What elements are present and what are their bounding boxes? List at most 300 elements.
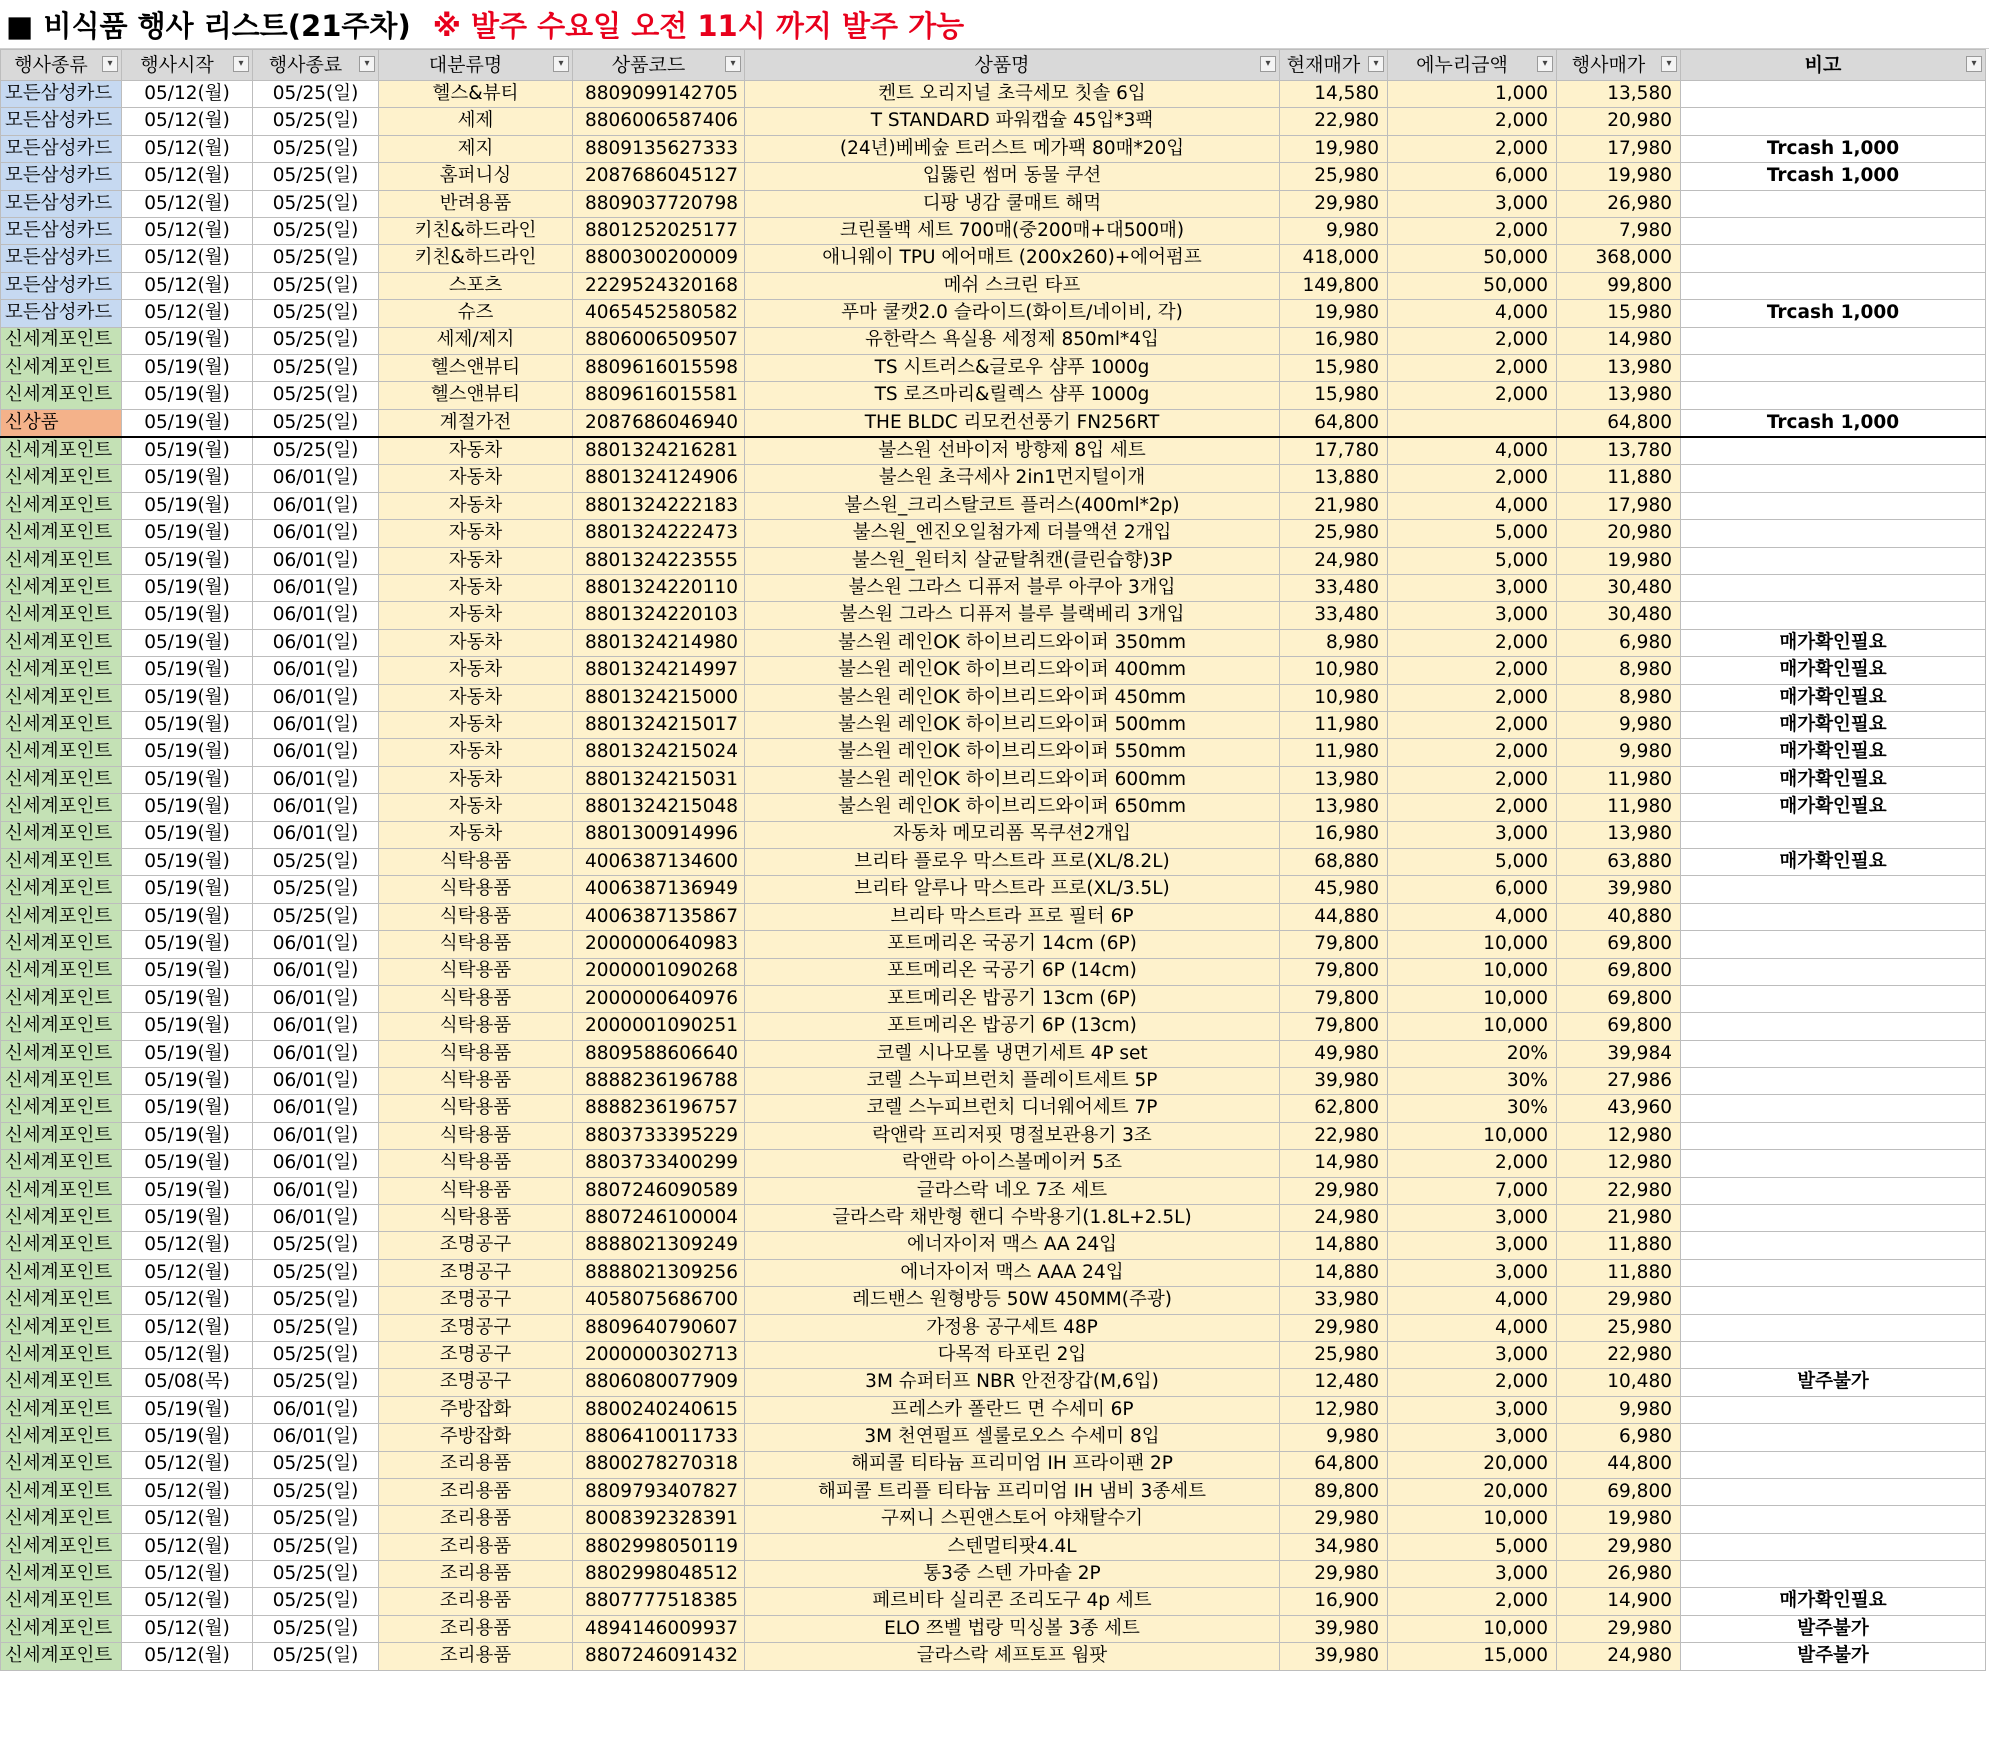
remark-cell[interactable] xyxy=(1681,245,1986,272)
dropdown-filter-icon[interactable]: ▾ xyxy=(553,56,569,72)
category-cell[interactable]: 조리용품 xyxy=(379,1533,573,1560)
discount-cell[interactable]: 50,000 xyxy=(1388,245,1557,272)
discount-cell[interactable]: 4,000 xyxy=(1388,437,1557,465)
current-price-cell[interactable]: 9,980 xyxy=(1280,1424,1388,1451)
category-cell[interactable]: 식탁용품 xyxy=(379,876,573,903)
category-cell[interactable]: 식탁용품 xyxy=(379,848,573,875)
current-price-cell[interactable]: 13,980 xyxy=(1280,766,1388,793)
category-cell[interactable]: 제지 xyxy=(379,135,573,162)
current-price-cell[interactable]: 25,980 xyxy=(1280,520,1388,547)
end-date-cell[interactable]: 05/25(일) xyxy=(253,81,379,108)
dropdown-filter-icon[interactable]: ▾ xyxy=(1537,56,1553,72)
remark-cell[interactable] xyxy=(1681,1068,1986,1095)
category-cell[interactable]: 자동차 xyxy=(379,794,573,821)
product-code-cell[interactable]: 4065452580582 xyxy=(573,300,745,327)
current-price-cell[interactable]: 44,880 xyxy=(1280,903,1388,930)
current-price-cell[interactable]: 418,000 xyxy=(1280,245,1388,272)
product-name-cell[interactable]: TS 로즈마리&릴렉스 샴푸 1000g xyxy=(745,382,1280,409)
start-date-cell[interactable]: 05/12(월) xyxy=(122,135,253,162)
discount-cell[interactable]: 30% xyxy=(1388,1095,1557,1122)
end-date-cell[interactable]: 06/01(일) xyxy=(253,711,379,738)
product-name-cell[interactable]: 가정용 공구세트 48P xyxy=(745,1314,1280,1341)
product-name-cell[interactable]: 3M 천연펄프 셀룰로오스 수세미 8입 xyxy=(745,1424,1280,1451)
start-date-cell[interactable]: 05/19(월) xyxy=(122,575,253,602)
category-cell[interactable]: 조리용품 xyxy=(379,1615,573,1642)
category-cell[interactable]: 자동차 xyxy=(379,520,573,547)
end-date-cell[interactable]: 05/25(일) xyxy=(253,217,379,244)
current-price-cell[interactable]: 15,980 xyxy=(1280,382,1388,409)
category-cell[interactable]: 헬스앤뷰티 xyxy=(379,382,573,409)
start-date-cell[interactable]: 05/19(월) xyxy=(122,1122,253,1149)
remark-cell[interactable] xyxy=(1681,1533,1986,1560)
product-code-cell[interactable]: 8801324222183 xyxy=(573,492,745,519)
promo-price-cell[interactable]: 11,880 xyxy=(1557,1259,1681,1286)
start-date-cell[interactable]: 05/19(월) xyxy=(122,354,253,381)
product-name-cell[interactable]: 켄트 오리지널 초극세모 칫솔 6입 xyxy=(745,81,1280,108)
discount-cell[interactable]: 1,000 xyxy=(1388,81,1557,108)
discount-cell[interactable]: 10,000 xyxy=(1388,958,1557,985)
end-date-cell[interactable]: 06/01(일) xyxy=(253,794,379,821)
start-date-cell[interactable]: 05/19(월) xyxy=(122,327,253,354)
remark-cell[interactable] xyxy=(1681,1314,1986,1341)
product-code-cell[interactable]: 8807246091432 xyxy=(573,1643,745,1670)
promo-type-cell[interactable]: 신세계포인트 xyxy=(1,1451,122,1478)
end-date-cell[interactable]: 06/01(일) xyxy=(253,1396,379,1423)
end-date-cell[interactable]: 05/25(일) xyxy=(253,1314,379,1341)
category-cell[interactable]: 식탁용품 xyxy=(379,1205,573,1232)
discount-cell[interactable]: 5,000 xyxy=(1388,848,1557,875)
category-cell[interactable]: 홈퍼니싱 xyxy=(379,163,573,190)
promo-price-cell[interactable]: 8,980 xyxy=(1557,684,1681,711)
promo-type-cell[interactable]: 신세계포인트 xyxy=(1,1122,122,1149)
end-date-cell[interactable]: 06/01(일) xyxy=(253,657,379,684)
promo-price-cell[interactable]: 26,980 xyxy=(1557,1561,1681,1588)
promo-price-cell[interactable]: 13,780 xyxy=(1557,437,1681,465)
promo-price-cell[interactable]: 21,980 xyxy=(1557,1205,1681,1232)
product-name-cell[interactable]: 포트메리온 밥공기 13cm (6P) xyxy=(745,985,1280,1012)
start-date-cell[interactable]: 05/12(월) xyxy=(122,1259,253,1286)
end-date-cell[interactable]: 06/01(일) xyxy=(253,821,379,848)
end-date-cell[interactable]: 06/01(일) xyxy=(253,629,379,656)
category-cell[interactable]: 슈즈 xyxy=(379,300,573,327)
promo-price-cell[interactable]: 29,980 xyxy=(1557,1615,1681,1642)
product-name-cell[interactable]: 불스원 레인OK 하이브리드와이퍼 650mm xyxy=(745,794,1280,821)
promo-price-cell[interactable]: 69,800 xyxy=(1557,985,1681,1012)
remark-cell[interactable]: 매가확인필요 xyxy=(1681,739,1986,766)
discount-cell[interactable]: 7,000 xyxy=(1388,1177,1557,1204)
discount-cell[interactable]: 3,000 xyxy=(1388,1259,1557,1286)
promo-type-cell[interactable]: 모든삼성카드 xyxy=(1,81,122,108)
category-cell[interactable]: 자동차 xyxy=(379,629,573,656)
product-code-cell[interactable]: 2087686046940 xyxy=(573,409,745,437)
product-name-cell[interactable]: THE BLDC 리모컨선풍기 FN256RT xyxy=(745,409,1280,437)
product-code-cell[interactable]: 8801324215048 xyxy=(573,794,745,821)
start-date-cell[interactable]: 05/19(월) xyxy=(122,766,253,793)
promo-type-cell[interactable]: 신세계포인트 xyxy=(1,327,122,354)
remark-cell[interactable] xyxy=(1681,575,1986,602)
discount-cell[interactable]: 5,000 xyxy=(1388,547,1557,574)
product-code-cell[interactable]: 8888236196788 xyxy=(573,1068,745,1095)
column-header[interactable] xyxy=(1557,50,1681,81)
start-date-cell[interactable]: 05/19(월) xyxy=(122,1095,253,1122)
category-cell[interactable]: 키친&하드라인 xyxy=(379,245,573,272)
product-code-cell[interactable]: 8809640790607 xyxy=(573,1314,745,1341)
start-date-cell[interactable]: 05/19(월) xyxy=(122,985,253,1012)
promo-type-cell[interactable]: 신세계포인트 xyxy=(1,684,122,711)
product-name-cell[interactable]: 입뚫린 썸머 동물 쿠션 xyxy=(745,163,1280,190)
product-code-cell[interactable]: 8803733395229 xyxy=(573,1122,745,1149)
category-cell[interactable]: 자동차 xyxy=(379,766,573,793)
end-date-cell[interactable]: 05/25(일) xyxy=(253,1533,379,1560)
start-date-cell[interactable]: 05/12(월) xyxy=(122,1287,253,1314)
product-code-cell[interactable]: 8801324222473 xyxy=(573,520,745,547)
current-price-cell[interactable]: 149,800 xyxy=(1280,272,1388,299)
end-date-cell[interactable]: 06/01(일) xyxy=(253,684,379,711)
current-price-cell[interactable]: 39,980 xyxy=(1280,1643,1388,1670)
current-price-cell[interactable]: 13,980 xyxy=(1280,794,1388,821)
promo-type-cell[interactable]: 신세계포인트 xyxy=(1,492,122,519)
product-name-cell[interactable]: ELO 쯔벨 법랑 믹싱볼 3종 세트 xyxy=(745,1615,1280,1642)
remark-cell[interactable] xyxy=(1681,821,1986,848)
start-date-cell[interactable]: 05/19(월) xyxy=(122,1396,253,1423)
promo-type-cell[interactable]: 신세계포인트 xyxy=(1,903,122,930)
promo-price-cell[interactable]: 12,980 xyxy=(1557,1122,1681,1149)
product-code-cell[interactable]: 8807246090589 xyxy=(573,1177,745,1204)
dropdown-filter-icon[interactable]: ▾ xyxy=(1661,56,1677,72)
product-name-cell[interactable]: 글라스락 셰프토프 웜팟 xyxy=(745,1643,1280,1670)
current-price-cell[interactable]: 79,800 xyxy=(1280,985,1388,1012)
discount-cell[interactable]: 50,000 xyxy=(1388,272,1557,299)
current-price-cell[interactable]: 24,980 xyxy=(1280,547,1388,574)
product-code-cell[interactable]: 8801300914996 xyxy=(573,821,745,848)
product-code-cell[interactable]: 8809037720798 xyxy=(573,190,745,217)
promo-type-cell[interactable]: 신세계포인트 xyxy=(1,711,122,738)
remark-cell[interactable] xyxy=(1681,1232,1986,1259)
end-date-cell[interactable]: 06/01(일) xyxy=(253,1040,379,1067)
end-date-cell[interactable]: 05/25(일) xyxy=(253,1588,379,1615)
discount-cell[interactable]: 6,000 xyxy=(1388,163,1557,190)
remark-cell[interactable] xyxy=(1681,327,1986,354)
product-code-cell[interactable]: 8809099142705 xyxy=(573,81,745,108)
promo-type-cell[interactable]: 신세계포인트 xyxy=(1,1040,122,1067)
promo-type-cell[interactable]: 모든삼성카드 xyxy=(1,108,122,135)
remark-cell[interactable] xyxy=(1681,1506,1986,1533)
promo-type-cell[interactable]: 신세계포인트 xyxy=(1,629,122,656)
category-cell[interactable]: 식탁용품 xyxy=(379,958,573,985)
current-price-cell[interactable]: 29,980 xyxy=(1280,1561,1388,1588)
promo-price-cell[interactable]: 11,980 xyxy=(1557,766,1681,793)
product-code-cell[interactable]: 4006387136949 xyxy=(573,876,745,903)
product-code-cell[interactable]: 8800240240615 xyxy=(573,1396,745,1423)
product-code-cell[interactable]: 8809588606640 xyxy=(573,1040,745,1067)
promo-type-cell[interactable]: 신세계포인트 xyxy=(1,437,122,465)
remark-cell[interactable]: Trcash 1,000 xyxy=(1681,135,1986,162)
promo-price-cell[interactable]: 22,980 xyxy=(1557,1177,1681,1204)
promo-type-cell[interactable]: 신세계포인트 xyxy=(1,1478,122,1505)
start-date-cell[interactable]: 05/12(월) xyxy=(122,272,253,299)
product-code-cell[interactable]: 4006387135867 xyxy=(573,903,745,930)
start-date-cell[interactable]: 05/19(월) xyxy=(122,1205,253,1232)
dropdown-filter-icon[interactable]: ▾ xyxy=(1368,56,1384,72)
end-date-cell[interactable]: 06/01(일) xyxy=(253,1013,379,1040)
promo-price-cell[interactable]: 20,980 xyxy=(1557,520,1681,547)
start-date-cell[interactable]: 05/12(월) xyxy=(122,1451,253,1478)
end-date-cell[interactable]: 06/01(일) xyxy=(253,931,379,958)
discount-cell[interactable]: 10,000 xyxy=(1388,931,1557,958)
product-name-cell[interactable]: 해피콜 트리플 티타늄 프리미엄 IH 냄비 3종세트 xyxy=(745,1478,1280,1505)
product-code-cell[interactable]: 8803733400299 xyxy=(573,1150,745,1177)
product-name-cell[interactable]: 코렐 스누피브런치 플레이트세트 5P xyxy=(745,1068,1280,1095)
start-date-cell[interactable]: 05/19(월) xyxy=(122,547,253,574)
discount-cell[interactable]: 3,000 xyxy=(1388,602,1557,629)
discount-cell[interactable]: 10,000 xyxy=(1388,1506,1557,1533)
category-cell[interactable]: 주방잡화 xyxy=(379,1424,573,1451)
end-date-cell[interactable]: 05/25(일) xyxy=(253,1341,379,1368)
product-name-cell[interactable]: 불스원 레인OK 하이브리드와이퍼 400mm xyxy=(745,657,1280,684)
discount-cell[interactable]: 3,000 xyxy=(1388,1424,1557,1451)
promo-price-cell[interactable]: 19,980 xyxy=(1557,547,1681,574)
promo-type-cell[interactable]: 신세계포인트 xyxy=(1,1013,122,1040)
discount-cell[interactable]: 2,000 xyxy=(1388,1369,1557,1396)
column-header[interactable] xyxy=(379,50,573,81)
end-date-cell[interactable]: 05/25(일) xyxy=(253,108,379,135)
end-date-cell[interactable]: 06/01(일) xyxy=(253,1150,379,1177)
category-cell[interactable]: 조리용품 xyxy=(379,1643,573,1670)
remark-cell[interactable]: 발주불가 xyxy=(1681,1615,1986,1642)
start-date-cell[interactable]: 05/19(월) xyxy=(122,1424,253,1451)
remark-cell[interactable] xyxy=(1681,1150,1986,1177)
product-name-cell[interactable]: 페르비타 실리콘 조리도구 4p 세트 xyxy=(745,1588,1280,1615)
start-date-cell[interactable]: 05/12(월) xyxy=(122,300,253,327)
category-cell[interactable]: 조리용품 xyxy=(379,1506,573,1533)
product-code-cell[interactable]: 8809135627333 xyxy=(573,135,745,162)
start-date-cell[interactable]: 05/19(월) xyxy=(122,1177,253,1204)
dropdown-filter-icon[interactable]: ▾ xyxy=(233,56,249,72)
promo-type-cell[interactable]: 모든삼성카드 xyxy=(1,217,122,244)
discount-cell[interactable]: 10,000 xyxy=(1388,1013,1557,1040)
current-price-cell[interactable]: 14,880 xyxy=(1280,1259,1388,1286)
category-cell[interactable]: 자동차 xyxy=(379,821,573,848)
column-header[interactable] xyxy=(122,50,253,81)
end-date-cell[interactable]: 05/25(일) xyxy=(253,1615,379,1642)
promo-price-cell[interactable]: 6,980 xyxy=(1557,1424,1681,1451)
current-price-cell[interactable]: 33,980 xyxy=(1280,1287,1388,1314)
promo-price-cell[interactable]: 7,980 xyxy=(1557,217,1681,244)
remark-cell[interactable] xyxy=(1681,108,1986,135)
discount-cell[interactable]: 2,000 xyxy=(1388,217,1557,244)
start-date-cell[interactable]: 05/12(월) xyxy=(122,1561,253,1588)
promo-price-cell[interactable]: 9,980 xyxy=(1557,1396,1681,1423)
column-header[interactable] xyxy=(1681,50,1986,81)
current-price-cell[interactable]: 33,480 xyxy=(1280,575,1388,602)
current-price-cell[interactable]: 14,980 xyxy=(1280,1150,1388,1177)
current-price-cell[interactable]: 29,980 xyxy=(1280,1314,1388,1341)
discount-cell[interactable]: 5,000 xyxy=(1388,520,1557,547)
start-date-cell[interactable]: 05/12(월) xyxy=(122,108,253,135)
end-date-cell[interactable]: 06/01(일) xyxy=(253,1177,379,1204)
end-date-cell[interactable]: 05/25(일) xyxy=(253,354,379,381)
category-cell[interactable]: 식탁용품 xyxy=(379,1040,573,1067)
promo-type-cell[interactable]: 신세계포인트 xyxy=(1,1095,122,1122)
promo-price-cell[interactable]: 19,980 xyxy=(1557,1506,1681,1533)
discount-cell[interactable]: 2,000 xyxy=(1388,766,1557,793)
product-name-cell[interactable]: 글라스락 채반형 핸디 수박용기(1.8L+2.5L) xyxy=(745,1205,1280,1232)
product-code-cell[interactable]: 8801324214997 xyxy=(573,657,745,684)
promo-type-cell[interactable]: 신세계포인트 xyxy=(1,766,122,793)
discount-cell[interactable]: 2,000 xyxy=(1388,465,1557,492)
current-price-cell[interactable]: 14,880 xyxy=(1280,1232,1388,1259)
start-date-cell[interactable]: 05/19(월) xyxy=(122,848,253,875)
end-date-cell[interactable]: 06/01(일) xyxy=(253,602,379,629)
remark-cell[interactable]: 매가확인필요 xyxy=(1681,848,1986,875)
category-cell[interactable]: 자동차 xyxy=(379,465,573,492)
remark-cell[interactable] xyxy=(1681,1205,1986,1232)
current-price-cell[interactable]: 15,980 xyxy=(1280,354,1388,381)
discount-cell[interactable]: 4,000 xyxy=(1388,300,1557,327)
product-code-cell[interactable]: 8806410011733 xyxy=(573,1424,745,1451)
start-date-cell[interactable]: 05/19(월) xyxy=(122,794,253,821)
dropdown-filter-icon[interactable]: ▾ xyxy=(725,56,741,72)
promo-price-cell[interactable]: 30,480 xyxy=(1557,602,1681,629)
remark-cell[interactable] xyxy=(1681,1561,1986,1588)
discount-cell[interactable]: 4,000 xyxy=(1388,1287,1557,1314)
promo-type-cell[interactable]: 신세계포인트 xyxy=(1,794,122,821)
current-price-cell[interactable]: 13,880 xyxy=(1280,465,1388,492)
discount-cell[interactable]: 4,000 xyxy=(1388,1314,1557,1341)
discount-cell[interactable]: 3,000 xyxy=(1388,821,1557,848)
current-price-cell[interactable]: 16,900 xyxy=(1280,1588,1388,1615)
end-date-cell[interactable]: 06/01(일) xyxy=(253,465,379,492)
product-code-cell[interactable]: 8801324216281 xyxy=(573,437,745,465)
current-price-cell[interactable]: 24,980 xyxy=(1280,1205,1388,1232)
start-date-cell[interactable]: 05/12(월) xyxy=(122,1643,253,1670)
product-name-cell[interactable]: 불스원 레인OK 하이브리드와이퍼 450mm xyxy=(745,684,1280,711)
discount-cell[interactable]: 3,000 xyxy=(1388,575,1557,602)
remark-cell[interactable]: 매가확인필요 xyxy=(1681,657,1986,684)
product-name-cell[interactable]: 해피콜 티타늄 프리미엄 IH 프라이팬 2P xyxy=(745,1451,1280,1478)
current-price-cell[interactable]: 21,980 xyxy=(1280,492,1388,519)
category-cell[interactable]: 주방잡화 xyxy=(379,1396,573,1423)
remark-cell[interactable]: 매가확인필요 xyxy=(1681,766,1986,793)
remark-cell[interactable] xyxy=(1681,1341,1986,1368)
remark-cell[interactable]: 매가확인필요 xyxy=(1681,711,1986,738)
product-name-cell[interactable]: 스텐멀티팟4.4L xyxy=(745,1533,1280,1560)
discount-cell[interactable]: 20% xyxy=(1388,1040,1557,1067)
discount-cell[interactable]: 10,000 xyxy=(1388,1615,1557,1642)
product-name-cell[interactable]: 에너자이저 맥스 AA 24입 xyxy=(745,1232,1280,1259)
promo-price-cell[interactable]: 69,800 xyxy=(1557,1478,1681,1505)
category-cell[interactable]: 계절가전 xyxy=(379,409,573,437)
promo-price-cell[interactable]: 22,980 xyxy=(1557,1341,1681,1368)
discount-cell[interactable]: 2,000 xyxy=(1388,794,1557,821)
discount-cell[interactable]: 20,000 xyxy=(1388,1478,1557,1505)
start-date-cell[interactable]: 05/19(월) xyxy=(122,1013,253,1040)
promo-type-cell[interactable]: 신세계포인트 xyxy=(1,602,122,629)
product-code-cell[interactable]: 8807777518385 xyxy=(573,1588,745,1615)
product-code-cell[interactable]: 8801324215024 xyxy=(573,739,745,766)
remark-cell[interactable] xyxy=(1681,1287,1986,1314)
category-cell[interactable]: 식탁용품 xyxy=(379,1177,573,1204)
product-name-cell[interactable]: 불스원 그라스 디퓨저 블루 블랙베리 3개입 xyxy=(745,602,1280,629)
start-date-cell[interactable]: 05/19(월) xyxy=(122,492,253,519)
start-date-cell[interactable]: 05/12(월) xyxy=(122,217,253,244)
current-price-cell[interactable]: 8,980 xyxy=(1280,629,1388,656)
end-date-cell[interactable]: 05/25(일) xyxy=(253,327,379,354)
start-date-cell[interactable]: 05/19(월) xyxy=(122,437,253,465)
end-date-cell[interactable]: 05/25(일) xyxy=(253,245,379,272)
start-date-cell[interactable]: 05/12(월) xyxy=(122,245,253,272)
discount-cell[interactable]: 2,000 xyxy=(1388,1588,1557,1615)
product-code-cell[interactable]: 8801252025177 xyxy=(573,217,745,244)
current-price-cell[interactable]: 19,980 xyxy=(1280,135,1388,162)
remark-cell[interactable] xyxy=(1681,1040,1986,1067)
remark-cell[interactable] xyxy=(1681,437,1986,465)
promo-price-cell[interactable]: 39,984 xyxy=(1557,1040,1681,1067)
promo-type-cell[interactable]: 신세계포인트 xyxy=(1,1205,122,1232)
current-price-cell[interactable]: 79,800 xyxy=(1280,931,1388,958)
promo-type-cell[interactable]: 모든삼성카드 xyxy=(1,245,122,272)
remark-cell[interactable] xyxy=(1681,1478,1986,1505)
promo-price-cell[interactable]: 29,980 xyxy=(1557,1533,1681,1560)
end-date-cell[interactable]: 05/25(일) xyxy=(253,903,379,930)
product-name-cell[interactable]: 불스원_엔진오일첨가제 더블액션 2개입 xyxy=(745,520,1280,547)
start-date-cell[interactable]: 05/19(월) xyxy=(122,465,253,492)
remark-cell[interactable] xyxy=(1681,217,1986,244)
promo-price-cell[interactable]: 11,880 xyxy=(1557,465,1681,492)
category-cell[interactable]: 식탁용품 xyxy=(379,931,573,958)
promo-price-cell[interactable]: 14,980 xyxy=(1557,327,1681,354)
current-price-cell[interactable]: 11,980 xyxy=(1280,711,1388,738)
product-name-cell[interactable]: 자동차 메모리폼 목쿠션2개입 xyxy=(745,821,1280,848)
promo-price-cell[interactable]: 10,480 xyxy=(1557,1369,1681,1396)
promo-type-cell[interactable]: 모든삼성카드 xyxy=(1,190,122,217)
promo-type-cell[interactable]: 모든삼성카드 xyxy=(1,272,122,299)
promo-type-cell[interactable]: 신세계포인트 xyxy=(1,1396,122,1423)
promo-type-cell[interactable]: 신세계포인트 xyxy=(1,1424,122,1451)
product-name-cell[interactable]: 불스원 레인OK 하이브리드와이퍼 350mm xyxy=(745,629,1280,656)
promo-price-cell[interactable]: 43,960 xyxy=(1557,1095,1681,1122)
end-date-cell[interactable]: 05/25(일) xyxy=(253,437,379,465)
promo-price-cell[interactable]: 63,880 xyxy=(1557,848,1681,875)
product-name-cell[interactable]: 불스원_원터치 살균탈취캔(클린습향)3P xyxy=(745,547,1280,574)
start-date-cell[interactable]: 05/12(월) xyxy=(122,1533,253,1560)
end-date-cell[interactable]: 05/25(일) xyxy=(253,163,379,190)
product-code-cell[interactable]: 8801324215017 xyxy=(573,711,745,738)
current-price-cell[interactable]: 16,980 xyxy=(1280,327,1388,354)
remark-cell[interactable]: 발주불가 xyxy=(1681,1643,1986,1670)
remark-cell[interactable] xyxy=(1681,81,1986,108)
promo-price-cell[interactable]: 44,800 xyxy=(1557,1451,1681,1478)
discount-cell[interactable]: 2,000 xyxy=(1388,1150,1557,1177)
product-code-cell[interactable]: 8008392328391 xyxy=(573,1506,745,1533)
category-cell[interactable]: 식탁용품 xyxy=(379,903,573,930)
end-date-cell[interactable]: 05/25(일) xyxy=(253,1451,379,1478)
product-code-cell[interactable]: 8806006587406 xyxy=(573,108,745,135)
remark-cell[interactable] xyxy=(1681,1396,1986,1423)
product-code-cell[interactable]: 2000000302713 xyxy=(573,1341,745,1368)
product-code-cell[interactable]: 8809616015598 xyxy=(573,354,745,381)
product-name-cell[interactable]: 유한락스 욕실용 세정제 850ml*4입 xyxy=(745,327,1280,354)
end-date-cell[interactable]: 05/25(일) xyxy=(253,1506,379,1533)
column-header[interactable] xyxy=(253,50,379,81)
current-price-cell[interactable]: 39,980 xyxy=(1280,1615,1388,1642)
promo-price-cell[interactable]: 69,800 xyxy=(1557,1013,1681,1040)
end-date-cell[interactable]: 06/01(일) xyxy=(253,520,379,547)
product-code-cell[interactable]: 4058075686700 xyxy=(573,1287,745,1314)
category-cell[interactable]: 조명공구 xyxy=(379,1232,573,1259)
product-name-cell[interactable]: 에너자이저 맥스 AAA 24입 xyxy=(745,1259,1280,1286)
start-date-cell[interactable]: 05/19(월) xyxy=(122,711,253,738)
